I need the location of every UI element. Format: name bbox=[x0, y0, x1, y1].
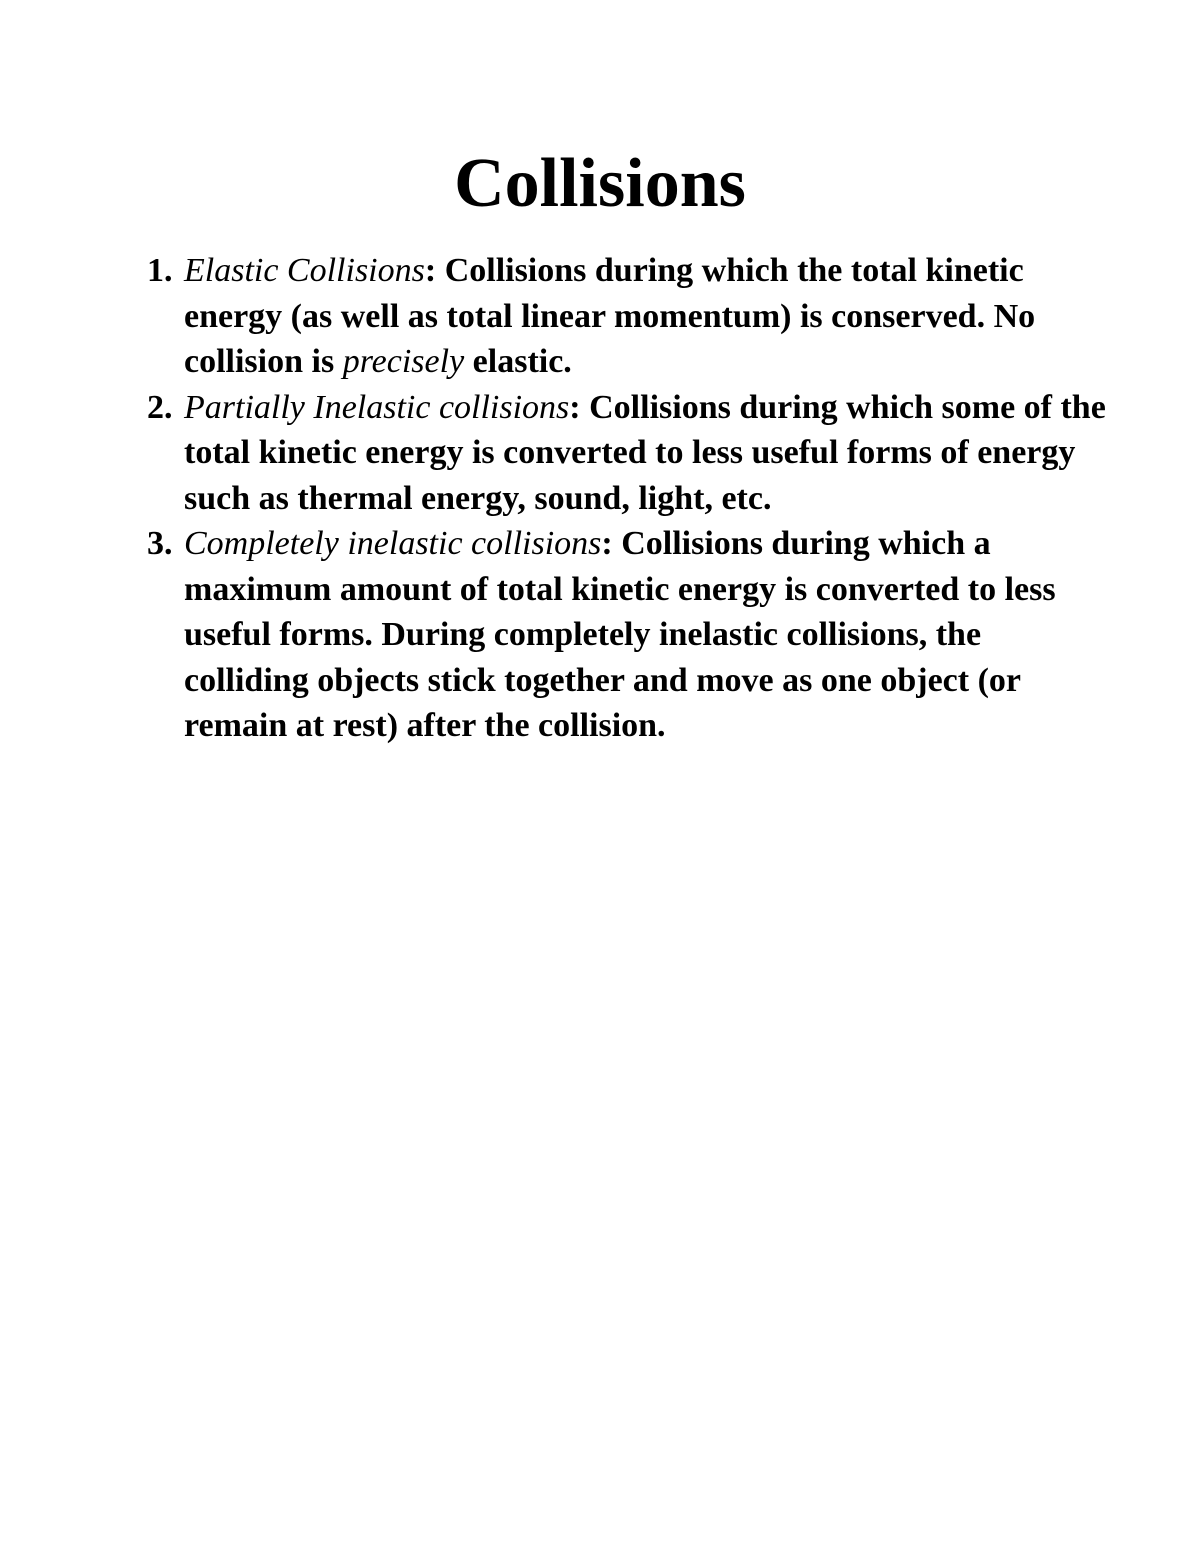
term-colon: : bbox=[424, 252, 437, 289]
list-item-number: 2. bbox=[147, 388, 173, 426]
term-colon: : bbox=[569, 388, 581, 426]
list-item-number: 3. bbox=[147, 525, 173, 562]
list-item-partially-inelastic bbox=[147, 385, 1107, 522]
term-completely-inelastic-collisions: Completely inelastic collisions bbox=[184, 525, 602, 562]
definition-text-end: elastic. bbox=[464, 343, 572, 380]
definition-text: Collisions during which a maximum amount of total kinetic energy is converted to less useful forms. During completely inelastic collisions, the colliding objects stick together and move as one object (or remain at rest) after the collision. bbox=[184, 525, 1056, 744]
term-colon: : bbox=[601, 525, 613, 562]
list-item-number: 1. bbox=[147, 252, 173, 289]
definition-text: Collisions during which some of the total kinetic energy is converted to less useful forms of energy such as thermal energy, sound, light, etc. bbox=[184, 388, 1106, 517]
list-item-elastic bbox=[147, 248, 1107, 385]
definition-text: Collisions during which the total kinetic energy (as well as total linear momentum) is conserved. No collision is bbox=[184, 252, 1036, 380]
emphasis-precisely: precisely bbox=[342, 343, 465, 380]
collision-types-list bbox=[147, 248, 1107, 749]
list-item-completely-inelastic bbox=[147, 521, 1107, 749]
term-elastic-collisions: Elastic Collisions bbox=[184, 252, 425, 289]
term-partially-inelastic-collisions: Partially Inelastic collisions bbox=[184, 388, 570, 426]
page-title: Collisions bbox=[454, 145, 746, 222]
